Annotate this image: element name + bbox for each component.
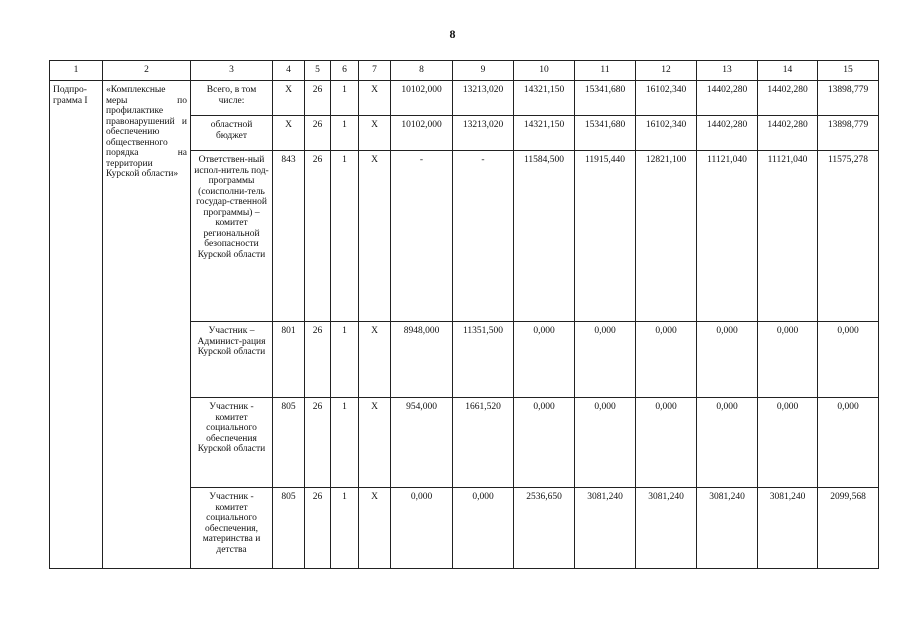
value-cell: 15341,680 — [575, 81, 636, 116]
value-cell: 11584,500 — [514, 151, 575, 322]
code-cell: Х — [359, 81, 391, 116]
code-cell: Х — [359, 322, 391, 398]
value-cell: 0,000 — [818, 398, 879, 488]
header-cell: 15 — [818, 61, 879, 81]
value-cell: 0,000 — [636, 398, 697, 488]
code-cell: 1 — [331, 151, 359, 322]
value-cell: 954,000 — [391, 398, 453, 488]
header-cell: 12 — [636, 61, 697, 81]
value-cell: 16102,340 — [636, 81, 697, 116]
funding-source-cell: Участник - комитет социального обеспечения, материнства и детства — [191, 488, 273, 569]
funding-source-cell: Всего, в том числе: — [191, 81, 273, 116]
code-cell: 26 — [305, 116, 331, 151]
value-cell: 0,000 — [697, 322, 758, 398]
code-cell: 26 — [305, 488, 331, 569]
header-cell: 14 — [758, 61, 818, 81]
value-cell: 0,000 — [514, 398, 575, 488]
value-cell: 14402,280 — [758, 81, 818, 116]
code-cell: 1 — [331, 398, 359, 488]
code-cell: 801 — [273, 322, 305, 398]
value-cell: 3081,240 — [636, 488, 697, 569]
value-cell: 0,000 — [697, 398, 758, 488]
code-cell: 805 — [273, 398, 305, 488]
value-cell: 13898,779 — [818, 116, 879, 151]
subprogram-cell: Подпро-грамма I — [50, 81, 103, 569]
value-cell: 11351,500 — [453, 322, 514, 398]
code-cell: 843 — [273, 151, 305, 322]
value-cell: 11121,040 — [697, 151, 758, 322]
header-cell: 1 — [50, 61, 103, 81]
code-cell: 26 — [305, 322, 331, 398]
code-cell: Х — [273, 116, 305, 151]
value-cell: 13898,779 — [818, 81, 879, 116]
header-cell: 5 — [305, 61, 331, 81]
value-cell: - — [453, 151, 514, 322]
code-cell: 1 — [331, 488, 359, 569]
header-cell: 10 — [514, 61, 575, 81]
value-cell: 3081,240 — [697, 488, 758, 569]
value-cell: 3081,240 — [758, 488, 818, 569]
value-cell: 0,000 — [391, 488, 453, 569]
value-cell: 0,000 — [514, 322, 575, 398]
value-cell: 15341,680 — [575, 116, 636, 151]
code-cell: 1 — [331, 322, 359, 398]
value-cell: 2536,650 — [514, 488, 575, 569]
value-cell: 13213,020 — [453, 81, 514, 116]
code-cell: Х — [273, 81, 305, 116]
code-cell: Х — [359, 488, 391, 569]
code-cell: 26 — [305, 81, 331, 116]
value-cell: 0,000 — [575, 322, 636, 398]
code-cell: 1 — [331, 81, 359, 116]
value-cell: 14321,150 — [514, 81, 575, 116]
value-cell: 14402,280 — [697, 81, 758, 116]
value-cell: 14321,150 — [514, 116, 575, 151]
value-cell: 0,000 — [818, 322, 879, 398]
subprogram-name-cell: «Комплексные меры по профилактике правонарушений и обеспечению общественного порядка на территории Курской области» — [103, 81, 191, 569]
header-cell: 2 — [103, 61, 191, 81]
value-cell: 8948,000 — [391, 322, 453, 398]
table-row — [50, 81, 879, 116]
value-cell: 13213,020 — [453, 116, 514, 151]
value-cell: 11915,440 — [575, 151, 636, 322]
code-cell: 26 — [305, 398, 331, 488]
value-cell: 3081,240 — [575, 488, 636, 569]
header-cell: 4 — [273, 61, 305, 81]
funding-source-cell: Ответствен-ный испол-нитель под-программы (соисполни-тель государ-ственной программы) – комитет региональной безопасности Курской области — [191, 151, 273, 322]
value-cell: 11121,040 — [758, 151, 818, 322]
code-cell: Х — [359, 398, 391, 488]
header-row — [50, 61, 879, 81]
value-cell: 14402,280 — [697, 116, 758, 151]
value-cell: 10102,000 — [391, 81, 453, 116]
value-cell: 0,000 — [575, 398, 636, 488]
code-cell: 1 — [331, 116, 359, 151]
header-cell: 3 — [191, 61, 273, 81]
value-cell: 0,000 — [758, 322, 818, 398]
value-cell: 1661,520 — [453, 398, 514, 488]
header-cell: 13 — [697, 61, 758, 81]
code-cell: 26 — [305, 151, 331, 322]
funding-source-cell: Участник - комитет социального обеспечения Курской области — [191, 398, 273, 488]
header-cell: 11 — [575, 61, 636, 81]
budget-table — [49, 60, 879, 569]
header-cell: 9 — [453, 61, 514, 81]
value-cell: 12821,100 — [636, 151, 697, 322]
value-cell: 0,000 — [453, 488, 514, 569]
funding-source-cell: областной бюджет — [191, 116, 273, 151]
value-cell: 2099,568 — [818, 488, 879, 569]
funding-source-cell: Участник – Админист-рация Курской области — [191, 322, 273, 398]
code-cell: Х — [359, 116, 391, 151]
value-cell: 10102,000 — [391, 116, 453, 151]
header-cell: 7 — [359, 61, 391, 81]
value-cell: 11575,278 — [818, 151, 879, 322]
code-cell: Х — [359, 151, 391, 322]
header-cell: 8 — [391, 61, 453, 81]
page-number: 8 — [449, 27, 456, 41]
header-cell: 6 — [331, 61, 359, 81]
value-cell: 0,000 — [636, 322, 697, 398]
value-cell: - — [391, 151, 453, 322]
value-cell: 14402,280 — [758, 116, 818, 151]
value-cell: 0,000 — [758, 398, 818, 488]
value-cell: 16102,340 — [636, 116, 697, 151]
code-cell: 805 — [273, 488, 305, 569]
